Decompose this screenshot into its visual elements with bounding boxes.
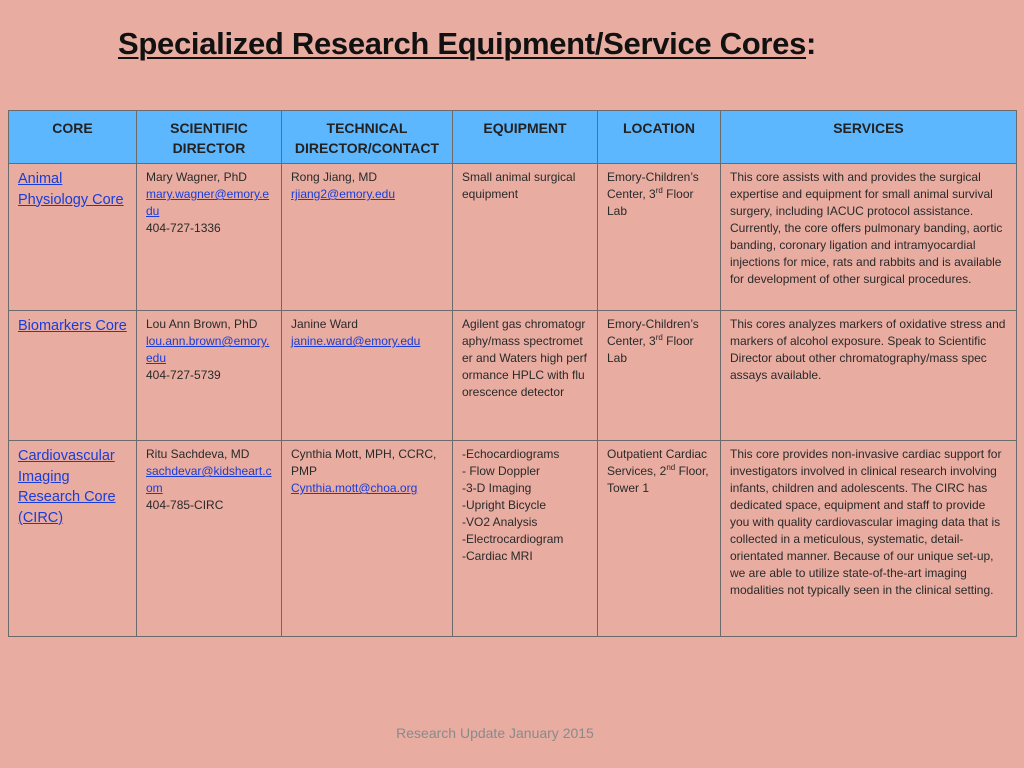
scientific-director-name: Mary Wagner, PhD [146, 170, 247, 184]
location-text: Emory-Children’s Center, 3 [607, 170, 699, 201]
scientific-director-phone: 404-785-CIRC [146, 498, 224, 512]
equipment-item: - Flow Doppler [462, 464, 541, 478]
scientific-director-cell [137, 441, 282, 637]
table-row [9, 311, 1017, 441]
page-title-suffix: : [806, 26, 817, 61]
page-title-text: Specialized Research Equipment/Service Cores [118, 26, 807, 61]
scientific-director-email-link[interactable]: mary.wagner@emory.edu [146, 187, 270, 218]
cores-table [8, 110, 1017, 637]
technical-director-name: Janine Ward [291, 317, 358, 331]
scientific-director-cell [137, 311, 282, 441]
location-ordinal: rd [655, 333, 663, 342]
core-cell [9, 441, 137, 637]
location-cell [598, 441, 721, 637]
equipment-cell [453, 311, 598, 441]
table-row [9, 441, 1017, 637]
scientific-director-name: Lou Ann Brown, PhD [146, 317, 258, 331]
technical-director-name: Cynthia Mott, MPH, CCRC, PMP [291, 447, 437, 478]
equipment-item: -3-D Imaging [462, 481, 532, 495]
header-location: LOCATION [598, 111, 721, 164]
technical-director-cell [282, 311, 453, 441]
scientific-director-name: Ritu Sachdeva, MD [146, 447, 250, 461]
scientific-director-cell [137, 164, 282, 311]
equipment-item: Small animal surgical equipment [462, 170, 576, 201]
services-cell: This cores analyzes markers of oxidative stress and markers of alcohol exposure. Speak to Scientific Director about other chromatography/mass spec assays available. [721, 311, 1017, 441]
header-technical-director: TECHNICAL DIRECTOR/CONTACT [282, 111, 453, 164]
location-text-rest: Floor Lab [607, 334, 694, 365]
technical-director-email-link[interactable]: janine.ward@emory.edu [291, 334, 421, 348]
equipment-item: -Cardiac MRI [462, 549, 533, 563]
equipment-item: -Upright Bicycle [462, 498, 547, 512]
location-text-rest: Floor, Tower 1 [607, 464, 709, 495]
equipment-item: -VO2 Analysis [462, 515, 538, 529]
table-row [9, 164, 1017, 311]
scientific-director-email-link[interactable]: lou.ann.brown@emory.edu [146, 334, 270, 365]
page-title [118, 26, 816, 62]
equipment-item: Agilent gas chromatography/mass spectrometer and Waters high performance HPLC with fluorescence detector [462, 317, 587, 399]
location-text: Emory-Children’s Center, 3 [607, 317, 699, 348]
header-core: CORE [9, 111, 137, 164]
core-link-animal-physiology[interactable]: Animal Physiology Core [18, 171, 124, 208]
scientific-director-phone: 404-727-5739 [146, 368, 221, 382]
technical-director-email-link[interactable]: rjiang2@emory.edu [291, 187, 396, 201]
location-text-rest: Floor Lab [607, 187, 694, 218]
location-cell [598, 164, 721, 311]
equipment-cell [453, 164, 598, 311]
services-cell: This core provides non-invasive cardiac support for investigators involved in clinical research involving infants, children and adolescents. The CIRC has dedicated space, equipment and staff to provide you with quality cardiovascular imaging data that is collected in a meticulous, systematic, detail-orientated manner. Because of our unique set-up, we are able to utilize state-of-the-art imaging modalities not typically seen in the clinical setting. [721, 441, 1017, 637]
location-text: Outpatient Cardiac Services, 2 [607, 447, 708, 478]
footer-text: Research Update January 2015 [396, 725, 594, 741]
core-link-biomarkers[interactable]: Biomarkers Core [18, 318, 127, 334]
technical-director-cell [282, 441, 453, 637]
core-cell [9, 311, 137, 441]
equipment-item: -Electrocardiogram [462, 532, 564, 546]
location-ordinal: nd [666, 463, 676, 472]
scientific-director-phone: 404-727-1336 [146, 221, 221, 235]
scientific-director-email-link[interactable]: sachdevar@kidsheart.com [146, 464, 272, 495]
technical-director-name: Rong Jiang, MD [291, 170, 378, 184]
header-scientific-director: SCIENTIFIC DIRECTOR [137, 111, 282, 164]
table-header-row [9, 111, 1017, 164]
technical-director-cell [282, 164, 453, 311]
equipment-cell [453, 441, 598, 637]
core-cell [9, 164, 137, 311]
location-ordinal: rd [655, 186, 663, 195]
services-cell: This core assists with and provides the surgical expertise and equipment for small animal survival surgery, including IACUC protocol assistance. Currently, the core offers pulmonary banding, aortic banding, coronary ligation and intramyocardial injections for mice, rats and rabbits and is available for development of other surgical procedures. [721, 164, 1017, 311]
technical-director-email-link[interactable]: Cynthia.mott@choa.org [291, 481, 418, 495]
core-link-cardiovascular-imaging[interactable]: Cardiovascular Imaging Research Core (CIRC) [18, 448, 116, 526]
header-equipment: EQUIPMENT [453, 111, 598, 164]
header-services: SERVICES [721, 111, 1017, 164]
equipment-item: -Echocardiograms [462, 447, 560, 461]
location-cell [598, 311, 721, 441]
